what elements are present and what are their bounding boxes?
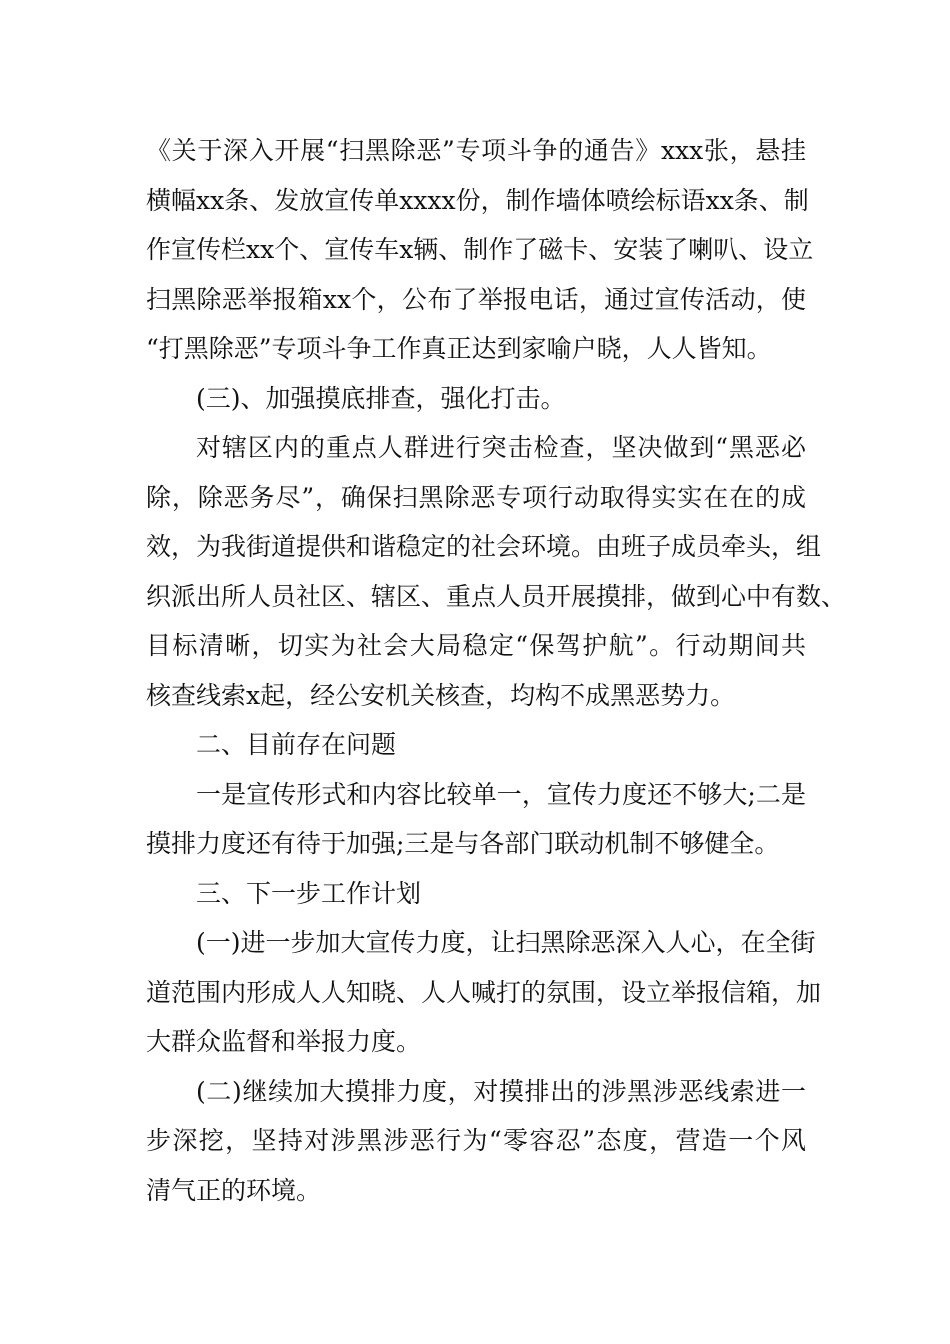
text-line: 目标清晰，切实为社会大局稳定“保驾护航”。行动期间共 [146, 631, 806, 660]
paragraph-investigation [146, 423, 847, 720]
section-heading-existing-problems [146, 720, 806, 770]
text-line: 除，除恶务尽”，确保扫黑除恶专项行动取得实实在在的成 [146, 482, 806, 512]
text-line: 织派出所人员社区、辖区、重点人员开展摸排，做到心中有数、 [146, 581, 847, 611]
paragraph-problems [146, 770, 806, 869]
text-line: 二、目前存在问题 [196, 730, 397, 759]
text-line: 横幅xx条、发放宣传单xxxx份，制作墙体喷绘标语xx条、制 [146, 185, 809, 215]
paragraph-plan-1 [146, 918, 822, 1067]
text-line: 大群众监督和举报力度。 [146, 1027, 422, 1056]
section-heading-3 [146, 374, 806, 424]
text-line: 扫黑除恶举报箱xx个，公布了举报电话，通过宣传活动，使 [146, 284, 806, 314]
text-line: 三、下一步工作计划 [196, 878, 422, 908]
text-line: 步深挖，坚持对涉黑涉恶行为“零容忍”态度，营造一个风 [146, 1126, 806, 1155]
paragraph-plan-2 [146, 1067, 806, 1216]
text-line: 效，为我街道提供和谐稳定的社会环境。由班子成员牵头，组 [146, 532, 822, 561]
text-line: 对辖区内的重点人群进行突击检查，坚决做到“黑恶必 [196, 433, 806, 462]
text-line: (一)进一步加大宣传力度，让扫黑除恶深入人心，在全街 [196, 928, 816, 957]
text-line: (二)继续加大摸排力度，对摸排出的涉黑涉恶线索进一 [196, 1076, 806, 1106]
text-line: 一是宣传形式和内容比较单一，宣传力度还不够大;二是 [196, 779, 806, 809]
text-line: 核查线索x起，经公安机关核查，均构不成黑恶势力。 [146, 680, 736, 710]
paragraph-publicity-results [146, 126, 814, 374]
text-line: 摸排力度还有待于加强;三是与各部门联动机制不够健全。 [146, 829, 780, 858]
text-line: 道范围内形成人人知晓、人人喊打的氛围，设立举报信箱，加 [146, 977, 822, 1007]
text-line: (三)、加强摸底排查，强化打击。 [196, 383, 566, 413]
section-heading-next-steps [146, 869, 806, 919]
text-line: “打黑除恶”专项斗争工作真正达到家喻户晓，人人皆知。 [146, 334, 772, 363]
document-body [146, 126, 847, 1215]
text-line: 《关于深入开展“扫黑除恶”专项斗争的通告》xxx张，悬挂 [146, 136, 806, 165]
text-line: 作宣传栏xx个、宣传车x辆、制作了磁卡、安装了喇叭、设立 [146, 235, 814, 264]
text-line: 清气正的环境。 [146, 1175, 322, 1205]
